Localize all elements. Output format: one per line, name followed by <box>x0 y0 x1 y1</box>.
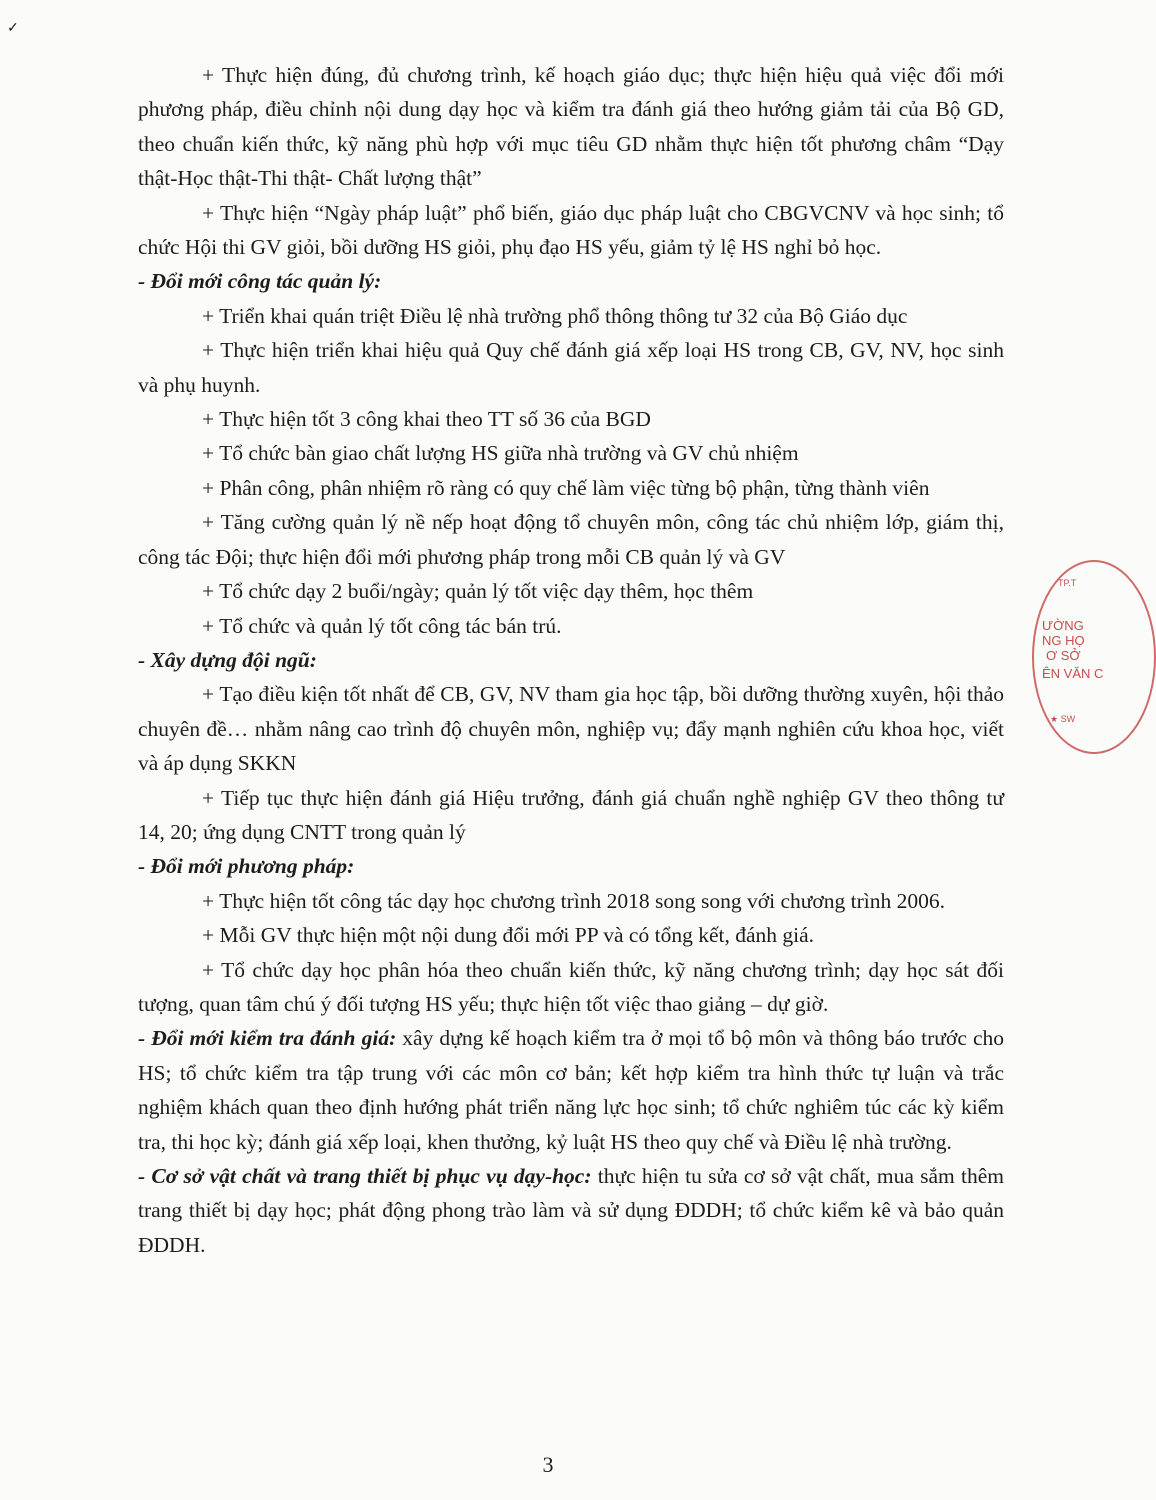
paragraph: + Tiếp tục thực hiện đánh giá Hiệu trưởng, đánh giá chuẩn nghề nghiệp GV theo thông tư 14, 20; ứng dụng CNTT trong quản lý <box>138 785 1004 844</box>
stamp-text: ƯỜNG <box>1042 618 1084 633</box>
page-number: 3 <box>542 1452 554 1477</box>
section-heading: - Đổi mới kiểm tra đánh giá: <box>138 1026 397 1051</box>
paragraph: + Tổ chức và quản lý tốt công tác bán trú. <box>202 613 562 638</box>
paragraph: + Thực hiện tốt công tác dạy học chương trình 2018 song song với chương trình 2006. <box>202 888 946 913</box>
paragraph: + Thực hiện triển khai hiệu quả Quy chế đánh giá xếp loại HS trong CB, GV, NV, học sinh và phụ huynh. <box>138 338 1004 397</box>
stamp-text: TP.T <box>1058 578 1077 588</box>
paragraph: + Thực hiện đúng, đủ chương trình, kế hoạch giáo dục; thực hiện hiệu quả việc đổi mới phương pháp, điều chỉnh nội dung dạy học và kiểm tra đánh giá theo hướng giảm tải của Bộ GD, theo chuẩn kiến thức, kỹ năng phù hợp với mục tiêu GD nhằm thực hiện tốt phương châm “Dạy thật-Học thật-Thi thật- Chất lượng thật” <box>138 63 1004 191</box>
paragraph: + Tổ chức dạy học phân hóa theo chuẩn kiến thức, kỹ năng chương trình; dạy học sát đối tượng, quan tâm chú ý đối tượng HS yếu; thực hiện tốt việc thao giảng – dự giờ. <box>138 957 1004 1016</box>
section-heading: - Xây dựng đội ngũ: <box>138 647 317 672</box>
section-heading: - Đổi mới công tác quản lý: <box>138 269 382 294</box>
stamp-text: ★ SW <box>1050 714 1076 724</box>
paragraph: + Tăng cường quản lý nề nếp hoạt động tổ chuyên môn, công tác chủ nhiệm lớp, giám thị, công tác Đội; thực hiện đổi mới phương pháp trong mỗi CB quản lý và GV <box>138 510 1004 569</box>
paragraph: + Triển khai quán triệt Điều lệ nhà trường phổ thông thông tư 32 của Bộ Giáo dục <box>202 303 908 328</box>
section-heading: - Đổi mới phương pháp: <box>138 854 355 879</box>
paragraph-text: xây dựng kế hoạch kiểm tra ở mọi tổ bộ môn và thông báo trước cho HS; tổ chức kiểm tra tập trung với các môn cơ bản; kết hợp kiểm tra hình thức tự luận và trắc nghiệm khách quan theo định hướng phát triển năng lực học sinh; tổ chức nghiêm túc các kỳ kiểm tra, thi học kỳ; đánh giá xếp loại, khen thưởng, kỷ luật HS theo quy chế và Điều lệ nhà trường. <box>138 1026 1004 1154</box>
paragraph: + Mỗi GV thực hiện một nội dung đổi mới PP và có tổng kết, đánh giá. <box>202 923 815 948</box>
stamp-text: NG HỌ <box>1042 633 1085 648</box>
stamp-text: Ơ SỞ <box>1046 648 1081 663</box>
school-seal-stamp <box>1032 560 1156 754</box>
section-heading: - Cơ sở vật chất và trang thiết bị phục vụ dạy-học: <box>138 1164 592 1188</box>
stamp-text: ÊN VĂN C <box>1042 666 1104 681</box>
paragraph: + Tổ chức dạy 2 buổi/ngày; quản lý tốt việc dạy thêm, học thêm <box>202 579 754 604</box>
paragraph: + Phân công, phân nhiệm rõ ràng có quy chế làm việc từng bộ phận, từng thành viên <box>202 475 930 500</box>
body-text <box>138 58 1004 1262</box>
corner-check-mark: ✓ <box>7 21 19 36</box>
paragraph: + Tạo điều kiện tốt nhất để CB, GV, NV tham gia học tập, bồi dưỡng thường xuyên, hội thảo chuyên đề… nhằm nâng cao trình độ chuyên môn, nghiệp vụ; đẩy mạnh nghiên cứu khoa học, viết và áp dụng SKKN <box>138 682 1004 776</box>
paragraph: + Tổ chức bàn giao chất lượng HS giữa nhà trường và GV chủ nhiệm <box>202 441 799 466</box>
paragraph: + Thực hiện “Ngày pháp luật” phổ biến, giáo dục pháp luật cho CBGVCNV và học sinh; tổ chức Hội thi GV giỏi, bồi dưỡng HS giỏi, phụ đạo HS yếu, giảm tỷ lệ HS nghỉ bỏ học. <box>138 200 1004 260</box>
paragraph: + Thực hiện tốt 3 công khai theo TT số 36 của BGD <box>202 407 651 432</box>
mixed-paragraph <box>138 1159 1004 1262</box>
paragraph-text: thực hiện tu sửa cơ sở vật chất, mua sắm thêm trang thiết bị dạy học; phát động phong trào làm và sử dụng ĐDDH; tổ chức kiểm kê và bảo quản ĐDDH. <box>138 1164 1004 1257</box>
mixed-paragraph <box>138 1021 1004 1159</box>
